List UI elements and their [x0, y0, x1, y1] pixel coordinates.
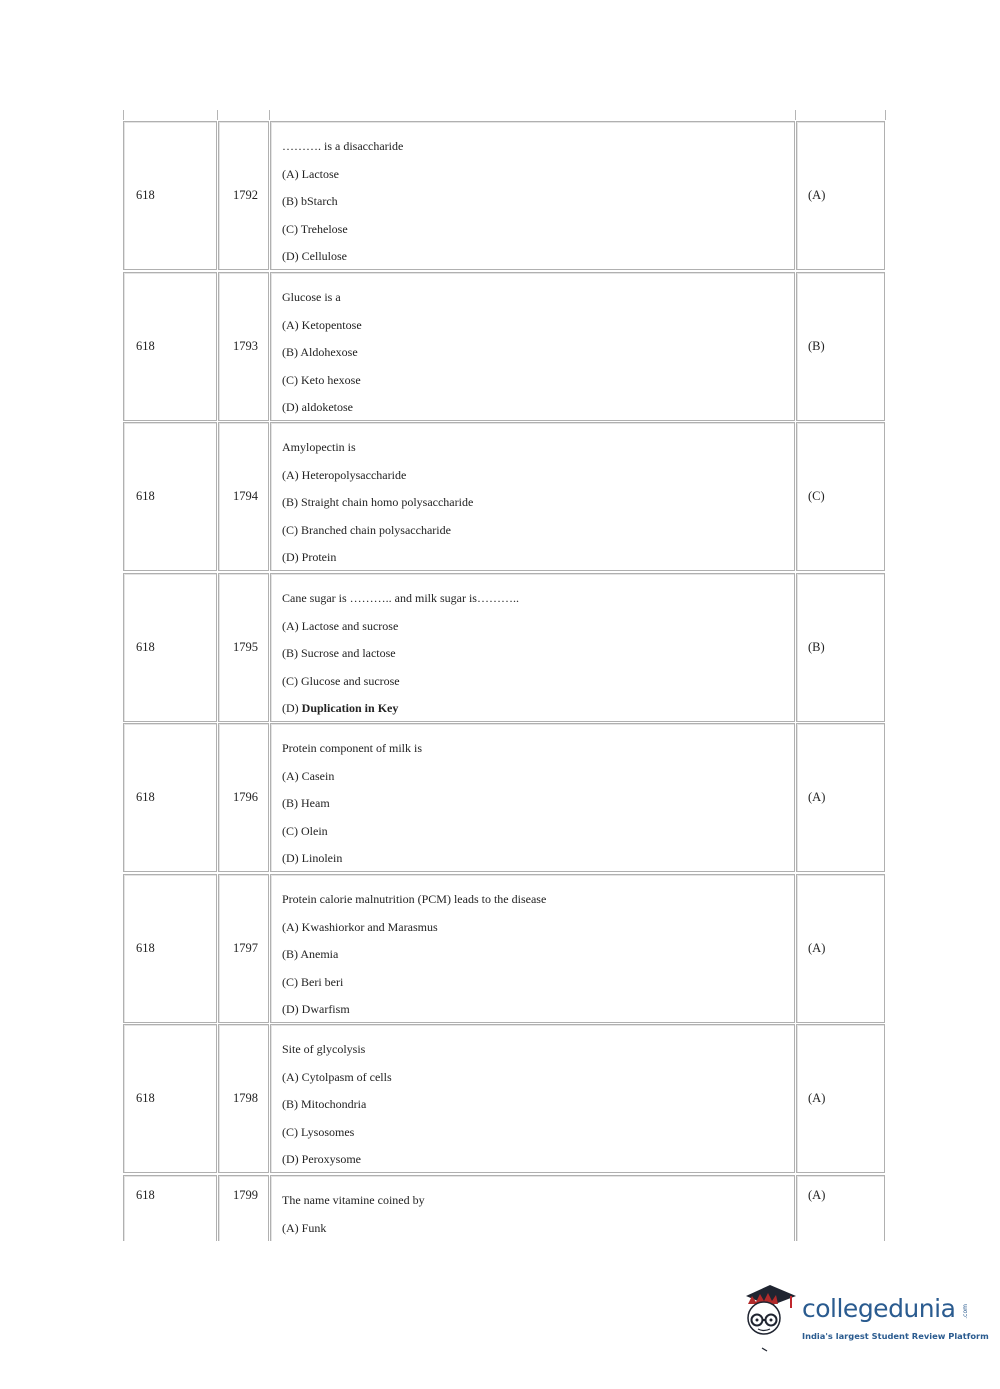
- option: (C) Branched chain polysaccharide: [282, 522, 451, 537]
- question-number-cell: [218, 573, 269, 722]
- question-table: [122, 110, 886, 1241]
- question-number: 1794: [233, 489, 258, 503]
- question-number: 1793: [233, 339, 258, 353]
- option: (C) Trehelose: [282, 221, 348, 236]
- answer-key: (A): [808, 790, 826, 804]
- answer-cell: [796, 121, 885, 270]
- duplication-note: Duplication in Key: [301, 701, 399, 716]
- question-cell: [270, 723, 795, 872]
- brand-suffix: .com: [962, 1304, 969, 1319]
- code-cell: [123, 1175, 217, 1241]
- paper-code: 618: [136, 188, 155, 202]
- option: (B) Straight chain homo polysaccharide: [282, 495, 474, 510]
- table-row: [122, 723, 886, 872]
- option: (C) Lysosomes: [282, 1124, 355, 1139]
- question-cell: [270, 874, 795, 1023]
- answer-cell: [796, 422, 885, 571]
- option: (D) aldoketose: [282, 400, 353, 415]
- answer-key: (B): [808, 640, 825, 654]
- option: (C) Keto hexose: [282, 372, 361, 387]
- question-text: The name vitamine coined by: [282, 1193, 425, 1207]
- option: (D) Dwarfism: [282, 1002, 350, 1017]
- code-cell: [123, 121, 217, 270]
- question-number: 1799: [233, 1188, 258, 1202]
- option: (A) Funk: [282, 1220, 327, 1235]
- option: (B) Aldohexose: [282, 345, 358, 360]
- question-number-cell: [218, 874, 269, 1023]
- option: (B) Heam: [282, 796, 330, 811]
- code-cell: [123, 272, 217, 421]
- question-text: Cane sugar is ……….. and milk sugar is………..: [282, 591, 519, 605]
- code-cell: [123, 723, 217, 872]
- paper-code: 618: [136, 1188, 155, 1202]
- question-number: 1792: [233, 188, 258, 202]
- code-cell: [123, 573, 217, 722]
- code-cell: [123, 422, 217, 571]
- question-cell: [270, 422, 795, 571]
- brand-name: collegedunia: [802, 1294, 956, 1323]
- question-number-cell: [218, 1024, 269, 1173]
- question-number: 1796: [233, 790, 258, 804]
- question-number-cell: [218, 422, 269, 571]
- option: (B) Anemia: [282, 947, 339, 962]
- question-cell: [270, 272, 795, 421]
- option: (B) Sucrose and lactose: [282, 646, 396, 661]
- option: [282, 695, 519, 723]
- answer-cell: [796, 874, 885, 1023]
- table-row: [122, 1024, 886, 1173]
- option: (A) Cytolpasm of cells: [282, 1069, 392, 1084]
- option: (A) Casein: [282, 768, 335, 783]
- question-text: Protein calorie malnutrition (PCM) leads to the disease: [282, 892, 547, 906]
- answer-key: (A): [808, 1188, 826, 1202]
- option: (C) Glucose and sucrose: [282, 673, 400, 688]
- option-prefix: (D): [282, 701, 302, 716]
- option: (A) Ketopentose: [282, 317, 362, 332]
- question-cell: [270, 1175, 795, 1241]
- question-text: Protein component of milk is: [282, 741, 422, 755]
- question-cell: [270, 121, 795, 270]
- question-number-cell: [218, 121, 269, 270]
- option: (C) Beri beri: [282, 974, 344, 989]
- answer-cell: [796, 573, 885, 722]
- collegedunia-logo: [740, 1282, 989, 1354]
- question-number-cell: [218, 723, 269, 872]
- question-number: 1798: [233, 1091, 258, 1105]
- table-row: [122, 121, 886, 270]
- paper-code: 618: [136, 941, 155, 955]
- question-number-cell: [218, 1175, 269, 1241]
- question-text: Glucose is a: [282, 290, 341, 304]
- option: (B) bStarch: [282, 194, 338, 209]
- table-row: [122, 422, 886, 571]
- answer-cell: [796, 1175, 885, 1241]
- question-text: ………. is a disaccharide: [282, 139, 404, 153]
- option: (D) Linolein: [282, 851, 343, 866]
- option: (A) Heteropolysaccharide: [282, 467, 407, 482]
- option: (C) Olein: [282, 823, 328, 838]
- table-row: [122, 874, 886, 1023]
- paper-code: 618: [136, 640, 155, 654]
- answer-cell: [796, 1024, 885, 1173]
- code-cell: [123, 874, 217, 1023]
- answer-key: (A): [808, 941, 826, 955]
- answer-key: (B): [808, 339, 825, 353]
- option: (B) Mitochondria: [282, 1097, 367, 1112]
- answer-cell: [796, 723, 885, 872]
- answer-key: (C): [808, 489, 825, 503]
- question-number: 1795: [233, 640, 258, 654]
- option: (A) Kwashiorkor and Marasmus: [282, 919, 438, 934]
- paper-code: 618: [136, 790, 155, 804]
- question-text: Site of glycolysis: [282, 1042, 366, 1056]
- question-cell: [270, 1024, 795, 1173]
- mascot-icon: [740, 1282, 804, 1354]
- question-text: Amylopectin is: [282, 440, 356, 454]
- code-cell: [123, 1024, 217, 1173]
- table-top-stub: [122, 110, 886, 120]
- answer-key: (A): [808, 188, 826, 202]
- option: (A) Lactose: [282, 166, 339, 181]
- question-number: 1797: [233, 941, 258, 955]
- table-row: [122, 573, 886, 722]
- question-number-cell: [218, 272, 269, 421]
- table-row: [122, 1175, 886, 1241]
- paper-code: 618: [136, 489, 155, 503]
- answer-cell: [796, 272, 885, 421]
- question-cell: [270, 573, 795, 722]
- answer-key: (A): [808, 1091, 826, 1105]
- option: (D) Cellulose: [282, 249, 347, 264]
- paper-code: 618: [136, 339, 155, 353]
- option: (D) Protein: [282, 550, 337, 565]
- table-row: [122, 272, 886, 421]
- brand-tagline: India's largest Student Review Platform: [802, 1331, 989, 1341]
- option: (D) Peroxysome: [282, 1152, 361, 1167]
- paper-code: 618: [136, 1091, 155, 1105]
- option: (A) Lactose and sucrose: [282, 618, 399, 633]
